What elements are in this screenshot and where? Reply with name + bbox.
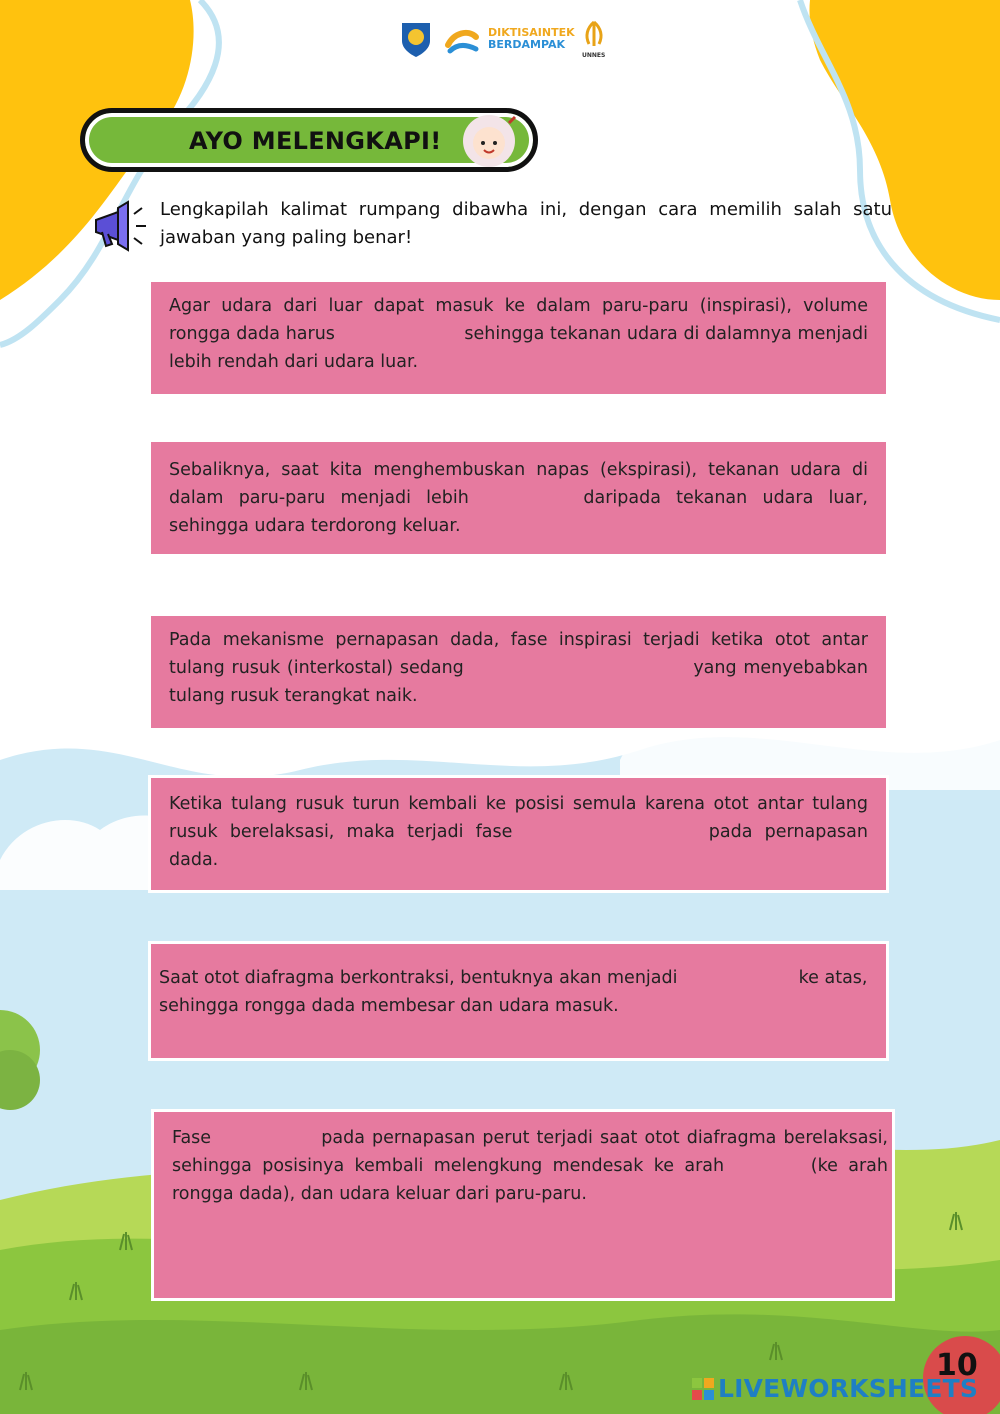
liveworksheets-watermark[interactable] bbox=[692, 1374, 978, 1403]
liveworksheets-logo-icon bbox=[692, 1378, 714, 1400]
megaphone-icon bbox=[88, 196, 150, 258]
question-card-4 bbox=[151, 778, 886, 890]
question-text-after: (ke arah rongga dada), dan udara keluar dari paru-paru. bbox=[172, 1156, 888, 1204]
question-text-before: Ketika tulang rusuk turun kembali ke posisi semula karena otot antar tulang rusuk berelaksasi, maka terjadi fase bbox=[169, 794, 868, 842]
question-text-after: pada pernapasan dada. bbox=[169, 822, 868, 870]
question-text-after: daripada tekanan udara luar, sehingga udara terdorong keluar. bbox=[169, 488, 868, 536]
header-logos bbox=[396, 16, 607, 62]
question-card-6 bbox=[154, 1112, 892, 1298]
question-card-5 bbox=[151, 944, 886, 1058]
girl-avatar-icon bbox=[453, 103, 525, 175]
instruction-text: Lengkapilah kalimat rumpang dibawha ini, dengan cara memilih salah satu jawaban yang paling benar! bbox=[160, 199, 892, 248]
question-text-before: Agar udara dari luar dapat masuk ke dalam paru-paru (inspirasi), volume rongga dada harus bbox=[169, 296, 868, 344]
section-banner bbox=[80, 108, 538, 172]
kemendikbud-logo-icon bbox=[396, 19, 436, 59]
diktisaintek-mark-icon bbox=[442, 19, 482, 59]
question-text-before: Fase bbox=[172, 1128, 212, 1148]
question-text-before: Saat otot diafragma berkontraksi, bentuknya akan menjadi bbox=[159, 968, 678, 988]
question-text-middle: pada pernapasan perut terjadi saat otot diafragma berelaksasi, sehingga posisinya kembali melengkung mendesak ke arah bbox=[172, 1128, 888, 1176]
question-text-before: Pada mekanisme pernapasan dada, fase inspirasi terjadi ketika otot antar tulang rusuk (interkostal) sedang bbox=[169, 630, 868, 678]
question-card-3 bbox=[151, 616, 886, 728]
banner-title: AYO MELENGKAPI! bbox=[189, 127, 442, 155]
unnes-label: UNNES bbox=[581, 51, 606, 59]
question-card-1 bbox=[151, 282, 886, 394]
page-number: 10 bbox=[936, 1348, 978, 1383]
unnes-logo bbox=[581, 20, 607, 59]
logo-line-2: BERDAMPAK bbox=[488, 38, 566, 51]
question-text-before: Sebaliknya, saat kita menghembuskan napas (ekspirasi), tekanan udara di dalam paru-paru menjadi lebih bbox=[169, 460, 868, 508]
watermark-text: LIVEWORKSHEETS bbox=[718, 1374, 979, 1403]
question-text-after: yang menyebabkan tulang rusuk terangkat naik. bbox=[169, 658, 868, 706]
instruction bbox=[88, 196, 892, 258]
question-text-after: ke atas, sehingga rongga dada membesar dan udara masuk. bbox=[159, 968, 868, 1016]
question-card-2 bbox=[151, 442, 886, 554]
logo-line-1: DIKTISAINTEK bbox=[488, 26, 575, 39]
question-text-after: sehingga tekanan udara di dalamnya menjadi lebih rendah dari udara luar. bbox=[169, 324, 868, 372]
diktisaintek-wordmark bbox=[488, 27, 575, 51]
unnes-emblem-icon bbox=[581, 20, 607, 52]
